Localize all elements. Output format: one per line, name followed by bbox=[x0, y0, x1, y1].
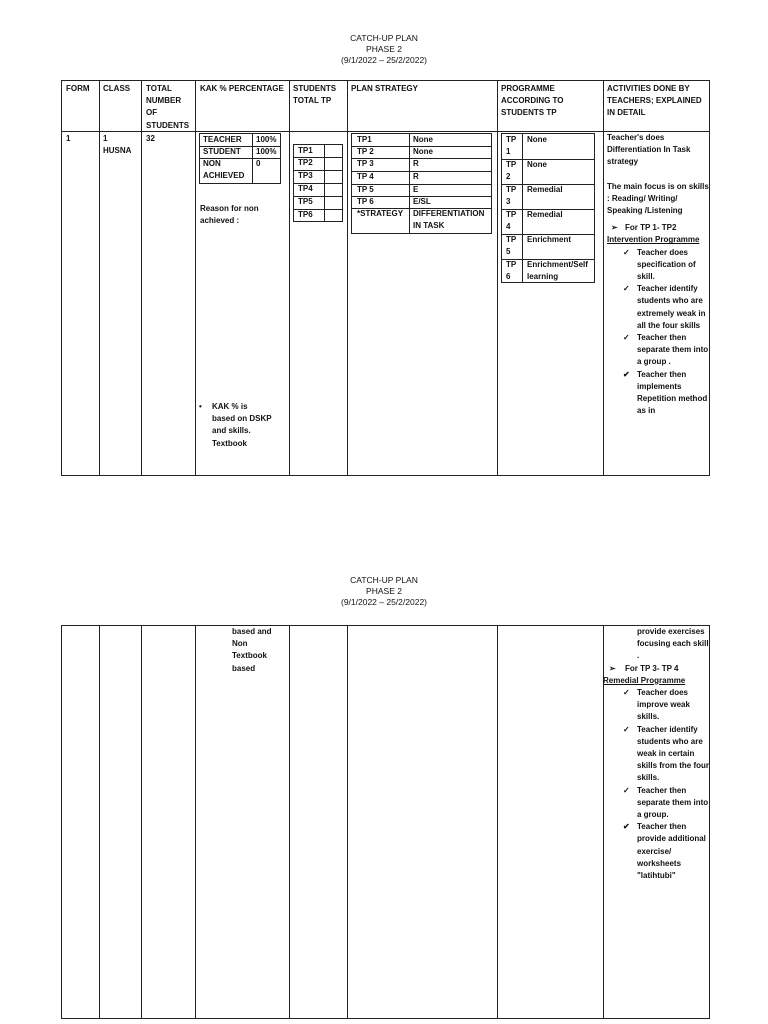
check-bold-icon: ✔ bbox=[623, 822, 630, 832]
catchup-table-page2 bbox=[61, 625, 710, 1019]
programme-tp: TP 6 bbox=[506, 260, 517, 282]
strategy-value: E bbox=[413, 185, 419, 194]
header-title: CATCH-UP PLAN bbox=[350, 575, 418, 585]
col-header-students-tp: STUDENTS TOTAL TP bbox=[293, 84, 337, 106]
form-value: 1 bbox=[66, 134, 71, 143]
tp-list-item: TP1 bbox=[298, 146, 313, 155]
check-bold-icon: ✔ bbox=[623, 369, 630, 379]
activities-focus: The main focus is on skills : Reading/ Writing/ Speaking /Listening bbox=[607, 181, 709, 216]
page2-header bbox=[0, 575, 768, 608]
strategy-tp: TP 2 bbox=[357, 147, 374, 156]
arrow-item bbox=[607, 222, 709, 234]
kak-note-continued: based and Non Textbook based bbox=[232, 627, 272, 673]
arrow-text: For TP 3- TP 4 bbox=[625, 663, 679, 673]
activity-item bbox=[607, 687, 709, 724]
header-phase: PHASE 2 bbox=[366, 44, 402, 54]
kak-teacher-value: 100% bbox=[256, 135, 277, 144]
strategy-value: E/SL bbox=[413, 197, 431, 206]
programme-name: None bbox=[527, 135, 547, 144]
check-icon: ✓ bbox=[623, 333, 630, 343]
activity-item bbox=[607, 332, 709, 369]
activities-continued: provide exercises focusing each skill . bbox=[637, 627, 709, 661]
header-phase: PHASE 2 bbox=[366, 586, 402, 596]
strategy-value: None bbox=[413, 135, 433, 144]
programme-name: Enrichment bbox=[527, 235, 572, 244]
kak-student-value: 100% bbox=[256, 147, 277, 156]
intervention-programme-title: Intervention Programme bbox=[607, 235, 700, 245]
check-icon: ✓ bbox=[623, 688, 630, 698]
kak-percentage-table bbox=[199, 133, 281, 184]
programme-name: None bbox=[527, 160, 547, 169]
tp-list-item: TP4 bbox=[298, 184, 313, 193]
activity-text: Teacher then separate them into a group . bbox=[637, 333, 709, 367]
col-header-plan-strategy: PLAN STRATEGY bbox=[351, 84, 418, 93]
activity-text: Teacher identify students who are weak in certain skills from the four skills. bbox=[637, 724, 710, 783]
tp-list-item: TP3 bbox=[298, 171, 313, 180]
strategy-value: R bbox=[413, 159, 419, 168]
activity-text: Teacher then provide additional exercise/ worksheets "latihtubi" bbox=[637, 822, 706, 881]
activity-item bbox=[607, 821, 709, 882]
programme-tp: TP 5 bbox=[506, 235, 517, 257]
header-dates: (9/1/2022 – 25/2/2022) bbox=[340, 55, 427, 65]
kak-student-label: STUDENT bbox=[203, 147, 241, 156]
activity-text: Teacher does specification of skill. bbox=[637, 247, 696, 282]
arrow-icon: ➢ bbox=[609, 663, 616, 673]
bullet-icon: • bbox=[199, 402, 202, 411]
class-name: HUSNA bbox=[103, 146, 132, 155]
kak-teacher-label: TEACHER bbox=[203, 135, 242, 144]
check-icon: ✓ bbox=[623, 284, 630, 294]
col-header-form: FORM bbox=[66, 84, 90, 93]
programme-tp: TP 4 bbox=[506, 210, 517, 232]
col-header-programme: PROGRAMME ACCORDING TO STUDENTS TP bbox=[501, 84, 564, 118]
check-icon: ✓ bbox=[623, 785, 630, 795]
activities-cell bbox=[607, 132, 709, 417]
col-header-activities: ACTIVITIES DONE BY TEACHERS; EXPLAINED IN DETAIL bbox=[607, 84, 702, 118]
tp-list-item: TP2 bbox=[298, 158, 313, 167]
tp-list-item: TP5 bbox=[298, 197, 313, 206]
strategy-value: R bbox=[413, 172, 419, 181]
col-header-class: CLASS bbox=[103, 84, 131, 93]
header-dates: (9/1/2022 – 25/2/2022) bbox=[340, 597, 427, 607]
kak-nonachieved-value: 0 bbox=[256, 159, 261, 168]
activities-intro: Teacher's does Differentiation In Task strategy bbox=[607, 133, 691, 167]
kak-note-text: KAK % is based on DSKP and skills. Textbook bbox=[212, 402, 272, 448]
activity-text: Teacher then separate them into a group. bbox=[637, 785, 709, 820]
activity-item bbox=[607, 724, 709, 785]
reason-label: Reason for non achieved : bbox=[200, 204, 259, 226]
page1-header bbox=[0, 33, 768, 66]
programme-table bbox=[501, 133, 595, 283]
programme-tp: TP 1 bbox=[506, 135, 517, 157]
activity-item bbox=[607, 283, 709, 332]
strategy-tp: TP1 bbox=[357, 135, 372, 144]
strategy-tp: TP 6 bbox=[357, 197, 374, 206]
programme-name: Remedial bbox=[527, 210, 563, 219]
plan-strategy-table bbox=[351, 133, 492, 234]
check-icon: ✓ bbox=[623, 724, 630, 734]
tp-list-item: TP6 bbox=[298, 210, 313, 219]
remedial-programme-title: Remedial Programme bbox=[603, 675, 686, 685]
header-title: CATCH-UP PLAN bbox=[350, 33, 418, 43]
programme-tp: TP 2 bbox=[506, 160, 517, 182]
total-students-value: 32 bbox=[146, 134, 155, 143]
kak-nonachieved-label: NON ACHIEVED bbox=[203, 159, 245, 181]
arrow-icon: ➢ bbox=[611, 223, 618, 233]
programme-name: Remedial bbox=[527, 185, 563, 194]
check-icon: ✓ bbox=[623, 247, 630, 257]
strategy-value: None bbox=[413, 147, 433, 156]
students-tp-list bbox=[293, 144, 343, 222]
arrow-text: For TP 1- TP2 bbox=[625, 223, 677, 233]
programme-tp: TP 3 bbox=[506, 185, 517, 207]
class-number: 1 bbox=[103, 134, 108, 143]
col-header-total-students: TOTAL NUMBER OF STUDENTS bbox=[146, 84, 190, 130]
strategy-value: DIFFERENTIATION IN TASK bbox=[413, 209, 485, 231]
activity-item bbox=[607, 369, 709, 418]
strategy-tp: TP 3 bbox=[357, 159, 374, 168]
activity-text: Teacher then implements Repetition method as in bbox=[637, 369, 708, 416]
strategy-tp: TP 5 bbox=[357, 185, 374, 194]
activity-text: Teacher identify students who are extremely weak in all the four skills bbox=[637, 284, 706, 330]
activities-cell-continued bbox=[603, 626, 710, 882]
strategy-tp: *STRATEGY bbox=[357, 209, 404, 218]
kak-note bbox=[199, 401, 272, 450]
catchup-table-page1 bbox=[61, 80, 710, 476]
arrow-item bbox=[607, 663, 709, 675]
col-header-kak: KAK % PERCENTAGE bbox=[200, 84, 284, 93]
strategy-tp: TP 4 bbox=[357, 172, 374, 181]
activity-text: Teacher does improve weak skills. bbox=[637, 688, 690, 722]
activity-item bbox=[607, 785, 709, 822]
activity-item bbox=[607, 247, 709, 284]
programme-name: Enrichment/Self learning bbox=[527, 260, 588, 282]
